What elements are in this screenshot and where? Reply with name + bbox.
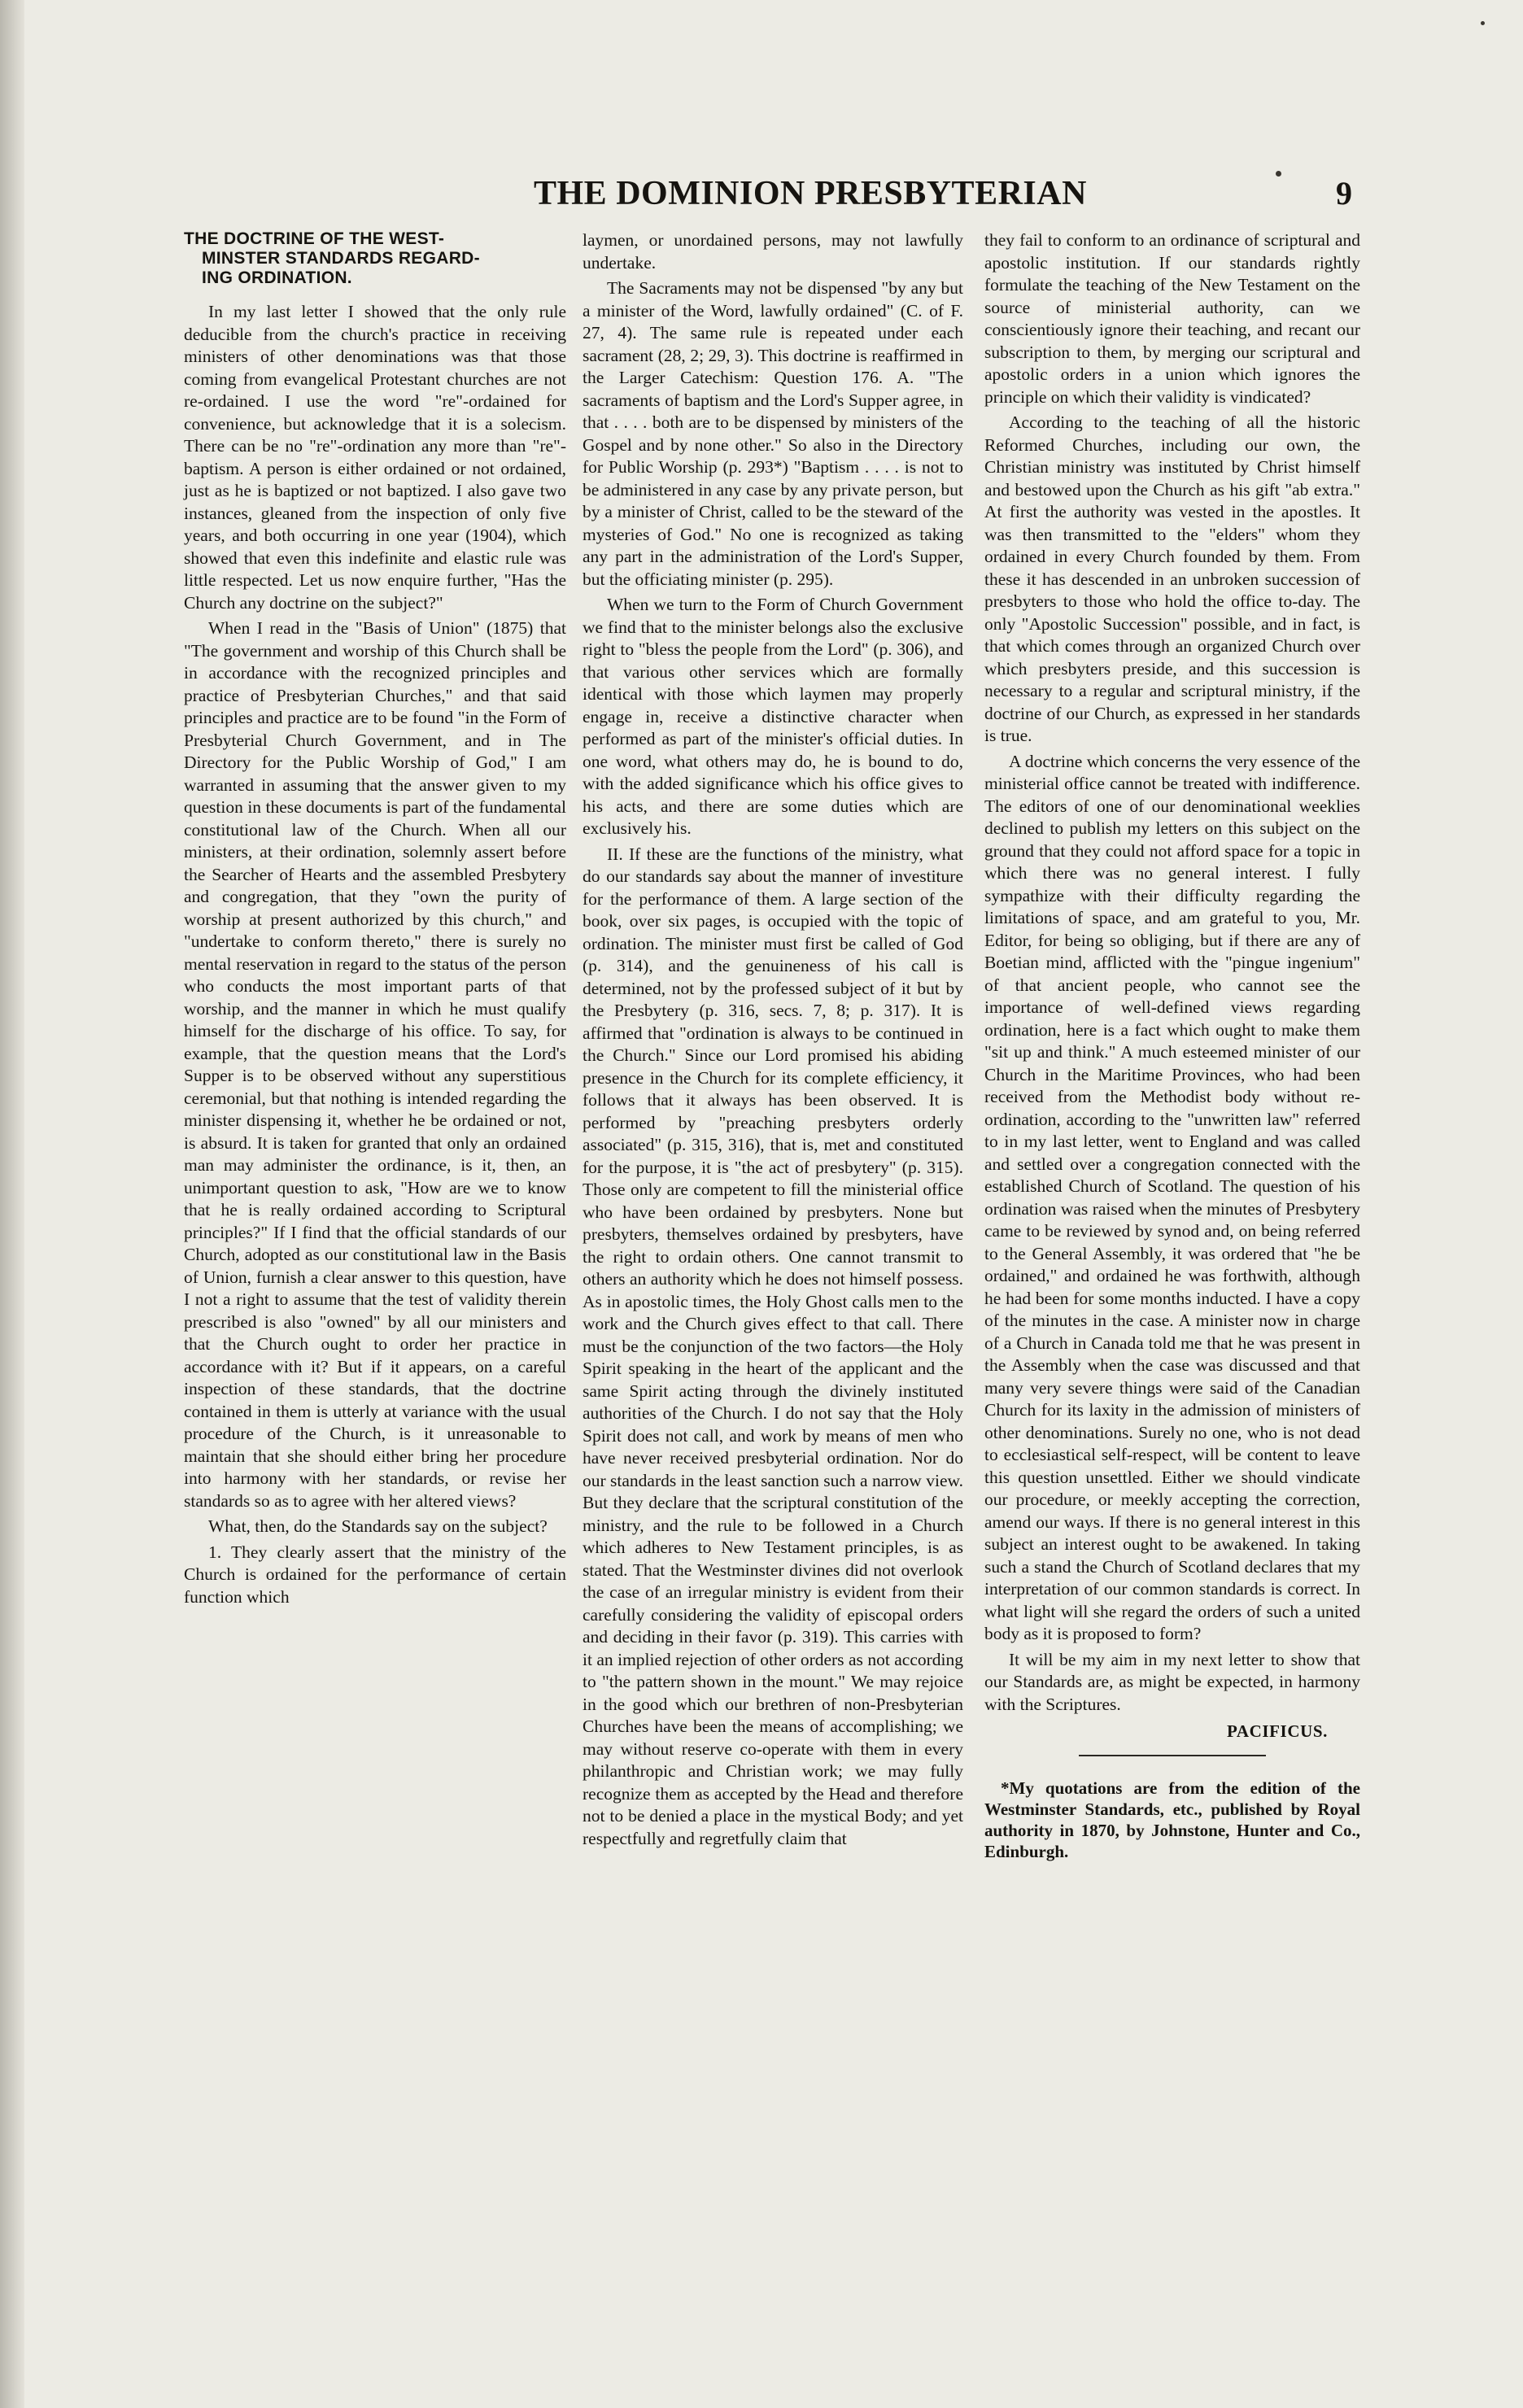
paragraph: It will be my aim in my next letter to show that our Standards are, as might be expected, in harmony with the Scriptures. [984, 1649, 1360, 1714]
ink-speck [1276, 171, 1281, 177]
paragraph: II. If these are the functions of the ministry, what do our standards say about the manner of investiture for the performance of them. A large section of the book, over six pages, is occupied with the topic of ordination. The minister must first be called of God (p. 314), and the genuineness of his call is determined, not by the professed subject of it but by the Presbytery (p. 316, secs. 7, 8; p. 317). It is affirmed that "ordination is always to be continued in the Church." Since our Lord promised his abiding presence in the Church for its complete efficiency, it follows that it always has been observed. It is performed by "preaching presbyters orderly associated" (p. 315, 316), that is, met and constituted for the purpose, it is "the act of presbytery" (p. 315). Those only are competent to fill the ministerial office who have been ordained by presbyters. None but presbyters, themselves ordained by presbyters, have the right to ordain others. One cannot transmit to others an authority which he does not himself possess. As in apostolic times, the Holy Ghost calls men to the work and the Church gives effect to that call. There must be the conjunction of the two factors—the Holy Spirit speaking in the heart of the applicant and the same Spirit acting through the divinely instituted authorities of the Church. I do not say that the Holy Spirit does not call, and work by means of men who have never received presbyterial ordination. Nor do our standards in the least sanction such a narrow view. But they declare that the scriptural constitution of the ministry, and the rule to be followed in a Church which adheres to New Testament principles, is as stated. That the Westminster divines did not overlook the case of an irregular ministry is evident from their carefully considering the validity of episcopal orders and deciding in their favor (p. 319). This carries with it an implied rejection of other orders as not according to "the pattern shown in the mount." We may rejoice in the good which our brethren of non-Presbyterian Churches have been the means of accomplishing; we may without reserve co-operate with them in every philanthropic and Christian work; we may fully recognize them as accepted by the Head and therefore not to be denied a place in the mystical Body; and yet respectfully and regretfully claim that [583, 844, 963, 1848]
author-signature: PACIFICUS. [1226, 1721, 1328, 1741]
paragraph: they fail to conform to an ordinance of scriptural and apostolic institution. If our standards rightly formulate the teaching of the New Testament on the source of ministerial authority, can we conscientiously ignore their teaching, and recant our subscription to them, by merging our scriptural and apostolic orders in a union which ignores the principle on which their validity is vindicated? [984, 230, 1360, 407]
page-header [184, 169, 1352, 218]
paragraph: What, then, do the Standards say on the subject? [208, 1516, 548, 1536]
ink-speck [1481, 21, 1485, 25]
paragraph: 1. They clearly assert that the ministry of the Church is ordained for the performance of certain function which [184, 1542, 566, 1607]
paragraph: A doctrine which concerns the very essence of the ministerial office cannot be treated with indifference. The editors of one of our denominational weeklies declined to publish my letters on this subject on the ground that they could not afford space for a topic in which there was no general interest. I fully sympathize with their difficulty regarding the limitations of space, and am grateful to you, Mr. Editor, for being so obliging, but if there are any of Boetian mind, afflicted with the "pingue ingenium" of that ancient people, who cannot see the importance of well-defined views regarding ordination, here is a fact which ought to make them "sit up and think." A much esteemed minister of our Church in the Maritime Provinces, who had been received from the Methodist body without re-ordination, according to the "unwritten law" referred to in my last letter, went to England and was called and settled over a congregation connected with the established Church of Scotland. The question of his ordination was raised when the minutes of Presbytery came to be reviewed by synod and, on being referred to the General Assembly, it was ordered that "he be ordained," and ordained he was forthwith, although he had been for some months inducted. I have a copy of the minutes in the case. A minister now in charge of a Church in Canada told me that he was present in the Assembly when the case was discussed and that many very severe things were said of the Canadian Church for its laxity in the admission of ministers of other denominations. Surely no one, who is not dead to ecclesiastical self-respect, will be content to leave this question unsettled. Either we should vindicate our procedure, or meekly accepting the correction, amend our ways. If there is no general interest in this subject an interest ought to be awakened. In taking such a stand the Church of Scotland declares that my interpretation of our common standards is correct. In what light will she regard the orders of such a united body as it is proposed to form? [984, 751, 1360, 1643]
paragraph: When we turn to the Form of Church Government we find that to the minister belongs also the exclusive right to "bless the people from the Lord" (p. 306), and that various other services which are formally identical with those which laymen may properly engage in, receive a distinctive character when performed as part of the minister's official duties. In one word, what others may do, he is bound to do, with the added significance which his office gives to his acts, and there are some duties which are exclusively his. [583, 595, 963, 838]
paragraph: In my last letter I showed that the only rule deducible from the church's practice in receiving ministers of other denominations was that those coming from evangelical Protestant churches are not re-ordained. I use the word "re"-ordained for convenience, but acknowledge that it is a solecism. There can be no "re"-ordination any more than "re"-baptism. A person is either ordained or not ordained, just as he is baptized or not baptized. I also gave two instances, gleaned from the inspection of only five years, and both occurring in one year (1904), which showed that even this indefinite and elastic rule was little respected. Let us now enquire further, "Has the Church any doctrine on the subject?" [184, 302, 566, 613]
footnote-text: *My quotations are from the edition of the Westminster Standards, etc., published by Royal authority in 1870, by Johnstone, Hunter and Co., Edinburgh. [984, 1778, 1360, 1861]
page-edge-shadow [0, 0, 24, 2408]
page-number: 9 [1336, 175, 1352, 212]
footnote [984, 1778, 1360, 1862]
paragraph: According to the teaching of all the historic Reformed Churches, including our own, the Christian ministry was instituted by Christ himself and bestowed upon the Church as his gift "ab extra." At first the authority was vested in the apostles. It was then transmitted to the "elders" whom they ordained in every Church founded by them. From these it has descended in an unbroken succession of presbyters to those who hold the office to-day. The only "Apostolic Succession" possible, and in fact, is that which comes through an organized Church over which presbyters preside, and this succession is necessary to a regular and scriptural ministry, if the doctrine of our Church, as expressed in her standards is true. [984, 412, 1360, 745]
article-column-3 [984, 229, 1360, 1865]
article-heading [184, 229, 566, 288]
article-heading-line-2: MINSTER STANDARDS REGARD- [202, 249, 480, 268]
article-column-1 [184, 229, 566, 1612]
paragraph: The Sacraments may not be dispensed "by any but a minister of the Word, lawfully ordained" (C. of F. 27, 4). The same rule is repeated under each sacrament (28, 2; 29, 3). This doctrine is reaffirmed in the Larger Catechism: Question 176. A. "The sacraments of baptism and the Lord's Supper agree, in that . . . . both are to be dispensed by ministers of the Gospel and by none other." So also in the Directory for Public Worship (p. 293*) "Baptism . . . . is not to be administered in any case by any private person, but by a minister of Christ, called to be the steward of the mysteries of God." No one is recognized as taking any part in the administration of the Lord's Supper, but the officiating minister (p. 295). [583, 278, 963, 589]
article-heading-line-1: THE DOCTRINE OF THE WEST- [184, 229, 445, 248]
running-title: THE DOMINION PRESBYTERIAN [534, 175, 1087, 212]
paragraph: When I read in the "Basis of Union" (1875) that "The government and worship of this Church shall be in accordance with the recognized principles and practice of Presbyterian Churches," and that said principles and practice are to be found "in the Form of Presbyterial Church Government, and in The Directory for the Public Worship of God," I am warranted in assuming that the answer given to my question in these documents is part of the fundamental constitutional law of the Church. When all our ministers, at their ordination, solemnly assert before the Searcher of Hearts and the assembled Presbytery and congregation, that they "own the purity of worship at present authorized by this church," and "undertake to conform thereto," there is surely no mental reservation in regard to the status of the person who conducts the most important parts of that worship, and the manner in which he must qualify himself for the discharge of his office. To say, for example, that the question means that the Lord's Supper is to be observed without any superstitious ceremonial, but that nothing is intended regarding the minister dispensing it, whether he be ordained or not, is absurd. It is taken for granted that only an ordained man may administer the ordinance, is it, then, an unimportant question to ask, "How are we to know that he is really ordained according to Scriptural principles?" If I find that the official standards of our Church, adopted as our constitutional law in the Basis of Union, furnish a clear answer to this question, have I not a right to assume that the test of validity therein prescribed is also "owned" by all our ministers and that the Church ought to order her practice in accordance with it? But if it appears, on a careful inspection of these standards, that the doctrine contained in them is utterly at variance with the usual procedure of the Church, is it unreasonable to maintain that she should either bring her procedure into harmony with her standards, or revise her standards so as to agree with her altered views? [184, 618, 566, 1511]
article-column-2 [583, 229, 963, 1853]
paragraph: laymen, or unordained persons, may not lawfully undertake. [583, 230, 963, 273]
footnote-divider [1079, 1755, 1266, 1756]
article-heading-line-3: ING ORDINATION. [202, 268, 352, 287]
